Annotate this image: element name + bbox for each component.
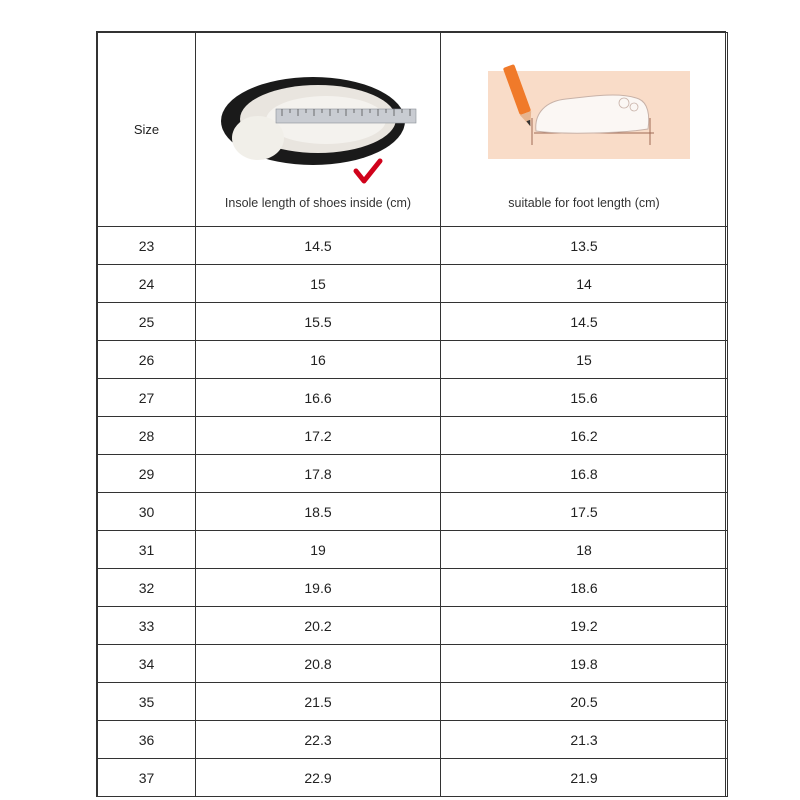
table-row — [98, 607, 728, 645]
insole-cell: 22.3 — [196, 721, 441, 759]
table-row — [98, 341, 728, 379]
insole-cell: 15 — [196, 265, 441, 303]
foot-cell: 21.3 — [441, 721, 728, 759]
foot-cell: 16.2 — [441, 417, 728, 455]
foot-cell: 14 — [441, 265, 728, 303]
size-table — [97, 32, 728, 797]
size-cell: 37 — [98, 759, 196, 797]
insole-cell: 18.5 — [196, 493, 441, 531]
foot-cell: 18.6 — [441, 569, 728, 607]
foot-cell: 21.9 — [441, 759, 728, 797]
insole-header: Insole length of shoes inside (cm) — [224, 196, 412, 210]
foot-cell: 17.5 — [441, 493, 728, 531]
size-cell: 27 — [98, 379, 196, 417]
header-row — [98, 33, 728, 227]
size-cell: 23 — [98, 227, 196, 265]
foot-cell: 20.5 — [441, 683, 728, 721]
size-cell: 28 — [98, 417, 196, 455]
insole-cell: 22.9 — [196, 759, 441, 797]
table-row — [98, 759, 728, 797]
foot-measure-icon — [474, 63, 694, 173]
foot-cell: 19.8 — [441, 645, 728, 683]
foot-cell: 18 — [441, 531, 728, 569]
size-cell: 34 — [98, 645, 196, 683]
table-row — [98, 303, 728, 341]
table-row — [98, 645, 728, 683]
insole-cell: 19 — [196, 531, 441, 569]
size-cell: 36 — [98, 721, 196, 759]
size-cell: 25 — [98, 303, 196, 341]
size-cell: 30 — [98, 493, 196, 531]
size-cell: 33 — [98, 607, 196, 645]
foot-cell: 16.8 — [441, 455, 728, 493]
shoe-insole-ruler-icon — [218, 63, 418, 193]
checkmark-icon — [356, 161, 380, 181]
size-table-body — [98, 33, 728, 797]
insole-cell: 14.5 — [196, 227, 441, 265]
insole-cell: 17.8 — [196, 455, 441, 493]
insole-cell: 15.5 — [196, 303, 441, 341]
table-row — [98, 683, 728, 721]
table-row — [98, 455, 728, 493]
foot-header: suitable for foot length (cm) — [508, 196, 660, 210]
size-cell: 24 — [98, 265, 196, 303]
insole-header-cell — [196, 33, 441, 227]
table-row — [98, 493, 728, 531]
foot-header-cell — [441, 33, 728, 227]
size-cell: 32 — [98, 569, 196, 607]
size-chart — [96, 31, 726, 797]
size-cell: 35 — [98, 683, 196, 721]
insole-cell: 17.2 — [196, 417, 441, 455]
foot-cell: 19.2 — [441, 607, 728, 645]
size-cell: 26 — [98, 341, 196, 379]
size-header: Size — [98, 33, 196, 227]
table-row — [98, 227, 728, 265]
table-row — [98, 569, 728, 607]
insole-cell: 16.6 — [196, 379, 441, 417]
table-row — [98, 417, 728, 455]
insole-cell: 16 — [196, 341, 441, 379]
foot-cell: 15 — [441, 341, 728, 379]
table-row — [98, 379, 728, 417]
foot-cell: 14.5 — [441, 303, 728, 341]
foot-cell: 13.5 — [441, 227, 728, 265]
insole-cell: 19.6 — [196, 569, 441, 607]
insole-cell: 21.5 — [196, 683, 441, 721]
insole-cell: 20.8 — [196, 645, 441, 683]
table-row — [98, 721, 728, 759]
table-row — [98, 531, 728, 569]
size-cell: 31 — [98, 531, 196, 569]
size-cell: 29 — [98, 455, 196, 493]
foot-cell: 15.6 — [441, 379, 728, 417]
insole-cell: 20.2 — [196, 607, 441, 645]
table-row — [98, 265, 728, 303]
